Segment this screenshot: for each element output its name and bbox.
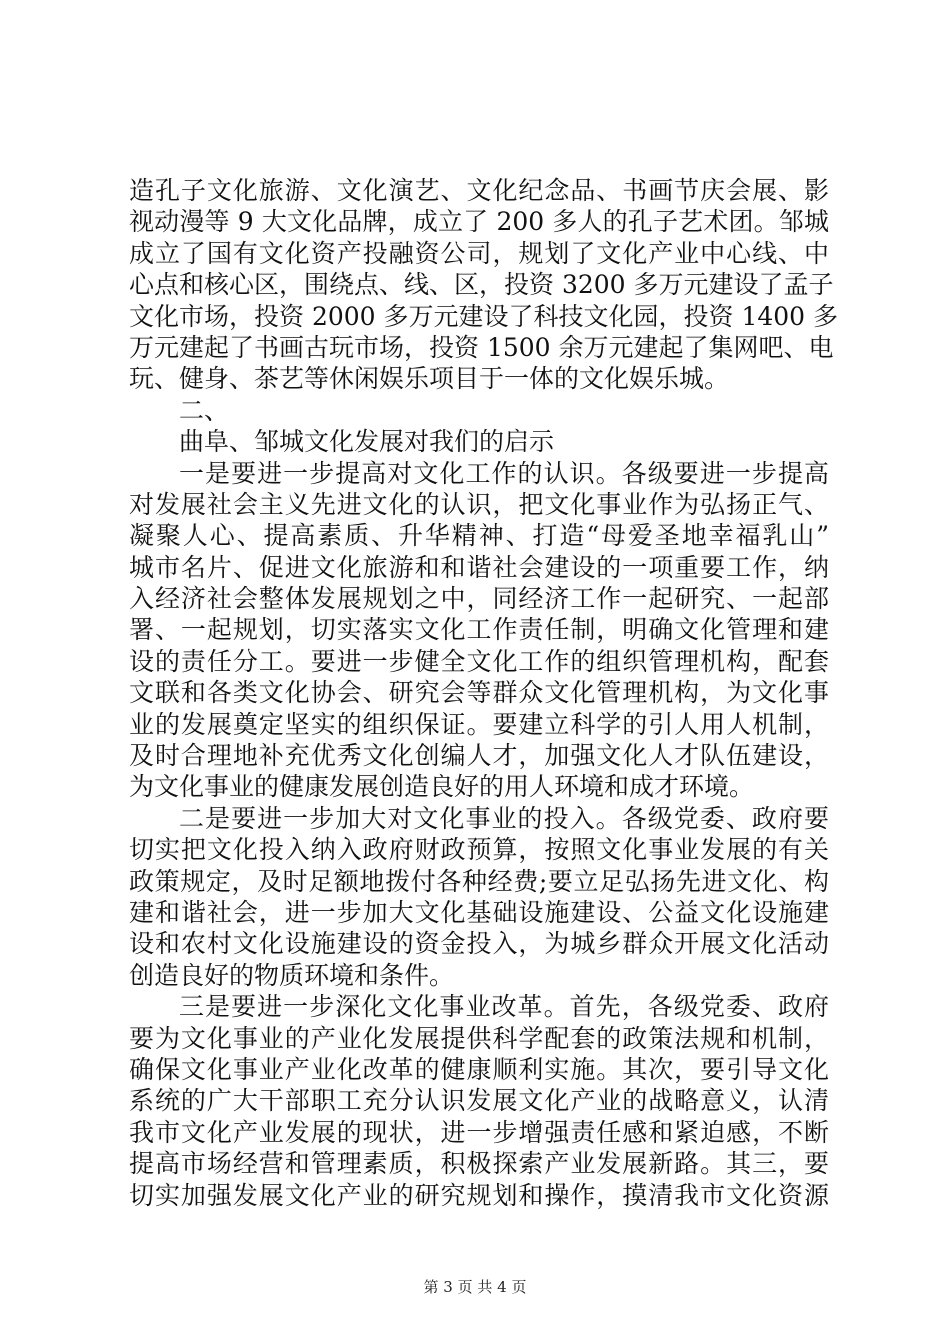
text-line: 建和谐社会，进一步加大文化基础设施建设、公益文化设施建 xyxy=(129,897,829,927)
text-line: 业的发展奠定坚实的组织保证。要建立科学的引人用人机制， xyxy=(129,709,829,739)
text-line: 凝聚人心、提高素质、升华精神、打造“母爱圣地幸福乳山” xyxy=(129,521,829,551)
text-line: 视动漫等 9 大文化品牌，成立了 200 多人的孔子艺术团。邹城 xyxy=(129,207,829,237)
text-line: 切实加强发展文化产业的研究规划和操作，摸清我市文化资源 xyxy=(129,1180,829,1210)
body-text xyxy=(129,175,839,1211)
text-line: 设和农村文化设施建设的资金投入，为城乡群众开展文化活动 xyxy=(129,929,829,959)
text-line: 及时合理地补充优秀文化创编人才，加强文化人才队伍建设， xyxy=(129,741,829,771)
text-line: 设的责任分工。要进一步健全文化工作的组织管理机构，配套 xyxy=(129,646,829,676)
text-line: 创造良好的物质环境和条件。 xyxy=(129,960,455,990)
text-line: 系统的广大干部职工充分认识发展文化产业的战略意义，认清 xyxy=(129,1086,829,1116)
text-line: 三是要进一步深化文化事业改革。首先，各级党委、政府 xyxy=(179,992,829,1022)
text-line: 确保文化事业产业化改革的健康顺利实施。其次，要引导文化 xyxy=(129,1054,829,1084)
text-line: 二是要进一步加大对文化事业的投入。各级党委、政府要 xyxy=(179,803,829,833)
text-line: 文联和各类文化协会、研究会等群众文化管理机构，为文化事 xyxy=(129,678,829,708)
text-line: 入经济社会整体发展规划之中，同经济工作一起研究、一起部 xyxy=(129,584,829,614)
text-line: 政策规定，及时足额地拨付各种经费;要立足弘扬先进文化、构 xyxy=(129,866,829,896)
text-line: 文化市场，投资 2000 多万元建设了科技文化园，投资 1400 多 xyxy=(129,301,839,331)
text-line: 一是要进一步提高对文化工作的认识。各级要进一步提高 xyxy=(179,458,829,488)
text-line: 署、一起规划，切实落实文化工作责任制，明确文化管理和建 xyxy=(129,615,829,645)
text-line: 造孔子文化旅游、文化演艺、文化纪念品、书画节庆会展、影 xyxy=(129,176,829,205)
text-line: 提高市场经营和管理素质，积极探索产业发展新路。其三，要 xyxy=(129,1149,829,1179)
text-line: 曲阜、邹城文化发展对我们的启示 xyxy=(179,427,555,457)
text-line: 玩、健身、茶艺等休闲娱乐项目于一体的文化娱乐城。 xyxy=(129,364,730,394)
text-line: 对发展社会主义先进文化的认识，把文化事业作为弘扬正气、 xyxy=(129,489,829,519)
text-line: 城市名片、促进文化旅游和和谐社会建设的一项重要工作，纳 xyxy=(129,552,829,582)
text-line: 二、 xyxy=(179,395,230,425)
text-line: 为文化事业的健康发展创造良好的用人环境和成才环境。 xyxy=(129,772,755,802)
page-footer: 第 3 页 共 4 页 xyxy=(423,1278,527,1296)
text-line: 心点和核心区，围绕点、线、区，投资 3200 多万元建设了孟子 xyxy=(129,270,834,300)
text-line: 要为文化事业的产业化发展提供科学配套的政策法规和机制， xyxy=(129,1023,829,1053)
text-line: 万元建起了书画古玩市场，投资 1500 余万元建起了集网吧、电 xyxy=(129,332,834,362)
text-line: 我市文化产业发展的现状，进一步增强责任感和紧迫感，不断 xyxy=(129,1117,829,1147)
text-line: 成立了国有文化资产投融资公司，规划了文化产业中心线、中 xyxy=(129,238,829,268)
text-line: 切实把文化投入纳入政府财政预算，按照文化事业发展的有关 xyxy=(129,835,829,865)
